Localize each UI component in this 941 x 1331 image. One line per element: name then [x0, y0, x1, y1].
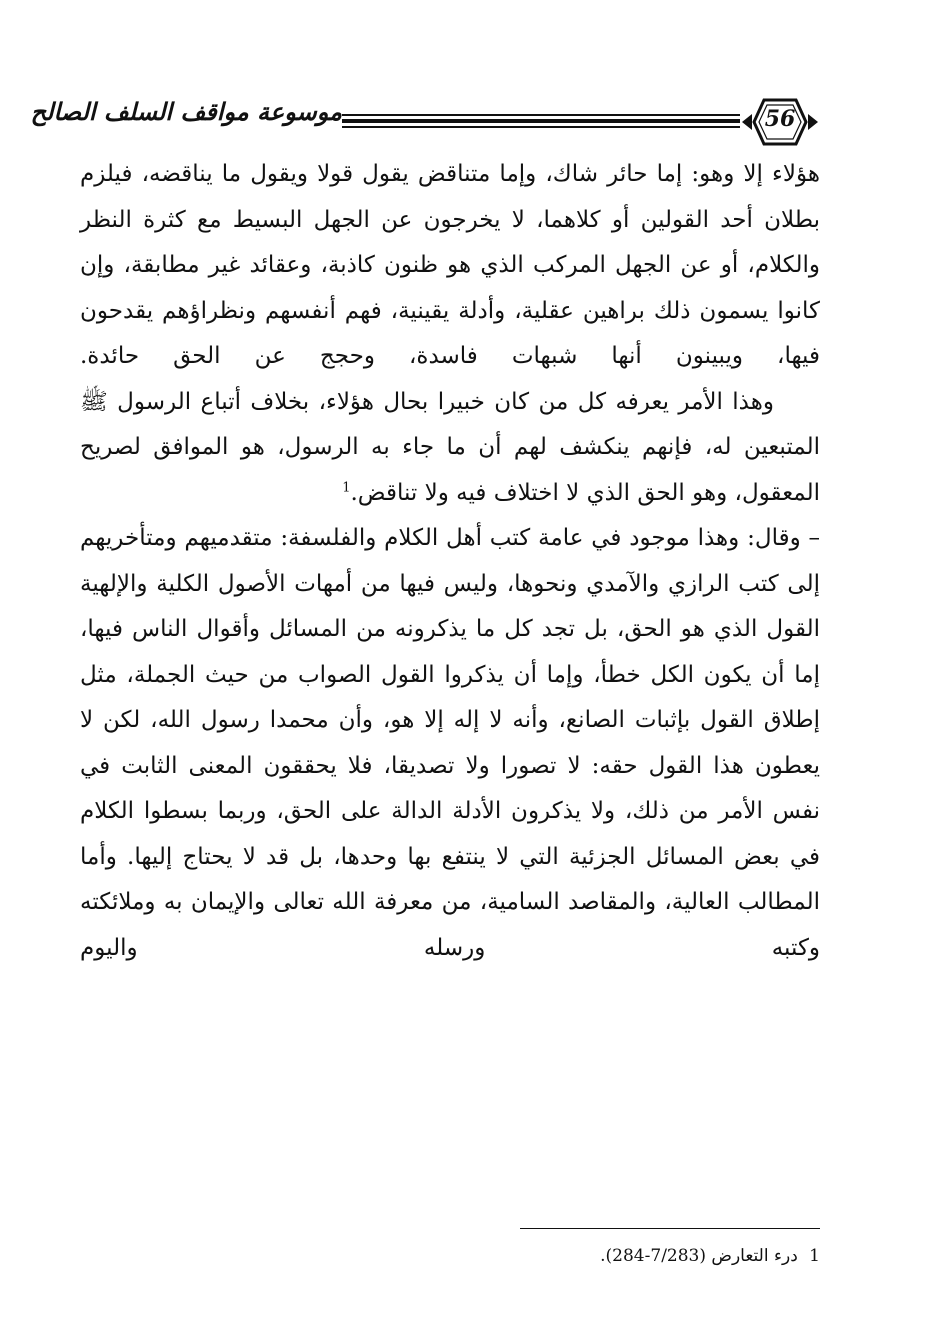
footnote-reference[interactable]: 1	[342, 479, 351, 495]
footnote-text: درء التعارض (7/283-284).	[600, 1246, 798, 1266]
page-header	[30, 92, 820, 152]
main-text	[80, 152, 820, 971]
paragraph-3: – وقال: وهذا موجود في عامة كتب أهل الكلام والفلسفة: متقدميهم ومتأخريهم إلى كتب الرازي والآمدي ونحوها، وليس فيها من أمهات الأصول الكلية والإلهية القول الذي هو الحق، بل تجد كل ما يذكرونه من المسائل وأقوال الناس فيها، إما أن يكون الكل خطأ، وإما أن يذكروا القول الصواب من حيث الجملة، مثل إطلاق القول بإثبات الصانع، وأنه لا إله إلا هو، وأن محمدا رسول الله، لكن لا يعطون هذا القول حقه: لا تصورا ولا تصديقا، فلا يحققون المعنى الثابت في نفس الأمر من ذلك، ولا يذكرون الأدلة الدالة على الحق، وربما بسطوا الكلام في بعض المسائل الجزئية التي لا ينتفع بها وحدها، بل قد لا يحتاج إليها. وأما المطالب العالية، والمقاصد السامية، من معرفة الله تعالى والإيمان به وملائكته وكتبه ورسله واليوم	[80, 525, 820, 961]
page-number: 56	[764, 106, 796, 132]
paragraph-1: هؤلاء إلا وهو: إما حائر شاك، وإما متناقض يقول قولا ويقول ما يناقضه، فيلزم بطلان أحد القولين أو كلاهما، لا يخرجون عن الجهل البسيط مع كثرة النظر والكلام، أو عن الجهل المركب الذي هو ظنون كاذبة، وعقائد غير مطابقة، وإن كانوا يسمون ذلك براهين عقلية، وأدلة يقينية، فهم أنفسهم ونظراؤهم يقدحون فيها، ويبينون أنها شبهات فاسدة، وحجج عن الحق حائدة.	[80, 161, 820, 369]
footnote-divider	[520, 1228, 820, 1229]
footnote	[80, 1244, 820, 1268]
paragraph-2	[80, 380, 820, 517]
footnote-number: 1	[809, 1246, 820, 1266]
page-number-badge	[740, 92, 820, 152]
paragraph-2-text: وهذا الأمر يعرفه كل من كان خبيرا بحال هؤلاء، بخلاف أتباع الرسول ﷺ المتبعين له، فإنهم ينكشف لهم أن ما جاء به الرسول، هو الموافق لصريح المعقول، وهو الحق الذي لا اختلاف فيه ولا تناقض.	[80, 388, 820, 506]
header-rule	[342, 114, 740, 128]
running-title: موسوعة مواقف السلف الصالح	[30, 98, 342, 126]
